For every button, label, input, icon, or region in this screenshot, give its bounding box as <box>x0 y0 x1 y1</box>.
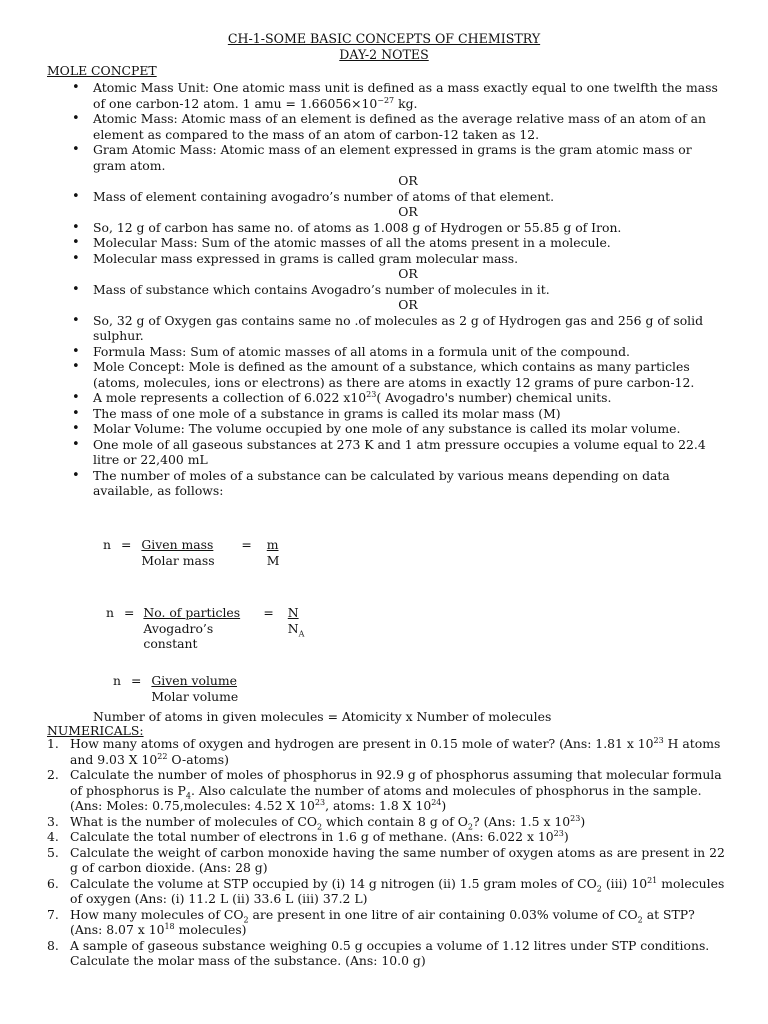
bullet-item: • So, 12 g of carbon has same no. of atoms as 1.008 g of Hydrogen or 55.85 g of Iron. <box>93 220 723 236</box>
formula-numerator: No. of particles <box>143 605 241 620</box>
formula-denominator: Avogadro’s constant <box>143 620 214 651</box>
formula-numerator: Given volume <box>151 673 237 688</box>
numerical-question <box>47 938 727 969</box>
formula-volume <box>113 673 238 704</box>
bullet-item: • Mass of element containing avogadro’s number of atoms of that element. <box>93 189 723 205</box>
formula-equals: = <box>120 537 132 552</box>
formula-given-mass <box>103 537 279 568</box>
question-number: 6. <box>47 875 59 891</box>
bullet-item: • Mass of substance which contains Avogadro’s number of molecules in it. <box>93 282 723 298</box>
bullet-item: • Molecular mass expressed in grams is called gram molecular mass. <box>93 251 723 267</box>
bullet-list <box>93 80 723 499</box>
formula-equals: = <box>130 673 142 688</box>
formula-numerator: N <box>287 605 299 620</box>
formula-lhs: n <box>113 673 121 688</box>
question-number: 8. <box>47 937 59 953</box>
formula-lhs: n <box>106 605 114 620</box>
numerical-question <box>47 845 727 876</box>
question-text: Calculate the number of moles of phosphorus in 92.9 g of phosphorus assuming that molecular formula of phosphorus is $P_4$. Also calculate the number of atoms and molecules of phosphorus in the sample. (Ans: Moles: 0.75,molecules: 4.52 X $10^{23}$, atoms: 1.8 X $10^{24}$) <box>70 767 722 813</box>
numerical-question <box>47 876 727 907</box>
formula-equals: = <box>241 537 252 552</box>
question-number: 7. <box>47 906 59 922</box>
bullet-item: • Atomic Mass: Atomic mass of an element is defined as the average relative mass of an atom of an element as compared to the mass of an atom of carbon-12 taken as 12. <box>93 111 723 142</box>
formula-denominator <box>288 621 305 637</box>
formula-denominator: M <box>266 552 280 568</box>
question-number: 2. <box>47 767 59 782</box>
or-separator: OR <box>398 297 418 312</box>
numerical-question <box>47 736 727 767</box>
or-separator: OR <box>398 173 418 188</box>
formula-equals: = <box>123 605 135 620</box>
question-number: 4. <box>47 829 59 844</box>
bullet-item: • A mole represents a collection of 6.022 $x10^{23}$( Avogadro's number) chemical units. <box>93 390 723 406</box>
bullet-item: • Gram Atomic Mass: Atomic mass of an element expressed in grams is the gram atomic mass or gram atom. <box>93 142 723 173</box>
bullet-item: • Mole Concept: Mole is defined as the amount of a substance, which contains as many particles (atoms, molecules, ions or electrons) as there are atoms in exactly 12 grams of pure carbon-12. <box>93 359 723 390</box>
question-number: 5. <box>47 844 59 860</box>
question-text: Calculate the weight of carbon monoxide having the same number of oxygen atoms as are present in 22 g of carbon dioxide. (Ans: 28 g) <box>70 844 725 875</box>
bullet-item: • The number of moles of a substance can be calculated by various means depending on data available, as follows: <box>93 468 723 499</box>
question-text: Calculate the total number of electrons in 1.6 g of methane. (Ans: 6.022 x $10^{23}$) <box>70 828 569 844</box>
bullet-item: • One mole of all gaseous substances at 273 K and 1 atm pressure occupies a volume equal to 22.4 litre or 22,400 mL <box>93 437 723 468</box>
bullet-item: • The mass of one mole of a substance in grams is called its molar mass (M) <box>93 406 723 422</box>
bullet-item: • Molar Volume: The volume occupied by one mole of any substance is called its molar volume. <box>93 421 723 437</box>
question-text: Calculate the volume at STP occupied by (i) 14 g nitrogen (ii) 1.5 gram moles of $CO_2$ (iii) $10^{21}$ molecules of oxygen (Ans: (i) 11.2 L (ii) 33.6 L (iii) 37.2 L) <box>70 875 725 906</box>
section-heading: MOLE CONCPET <box>47 63 157 78</box>
question-text: How many atoms of oxygen and hydrogen are present in 0.15 mole of water? (Ans: 1.81 x $10^{23}$ H atoms and 9.03 X $10^{22}$ O-atoms) <box>70 735 721 767</box>
question-text: A sample of gaseous substance weighing 0.5 g occupies a volume of 1.12 litres under STP conditions. Calculate the molar mass of the substance. (Ans: 10.0 g) <box>70 937 710 968</box>
bullet-item: • Formula Mass: Sum of atomic masses of all atoms in a formula unit of the compound. <box>93 344 723 360</box>
numerical-question <box>47 907 727 938</box>
bullet-item: • So, 32 g of Oxygen gas contains same no .of molecules as 2 g of Hydrogen gas and 256 g of solid sulphur. <box>93 313 723 344</box>
numerical-question <box>47 814 727 830</box>
formula-lhs: n <box>103 537 111 552</box>
document-subtitle: DAY-2 NOTES <box>339 47 429 62</box>
formula-denominator-subscript: A <box>298 628 305 638</box>
formula-particles <box>106 605 304 652</box>
atoms-formula-line: Number of atoms in given molecules = Atomicity x Number of molecules <box>93 709 552 724</box>
formula-denominator: Molar volume <box>151 688 239 704</box>
document-title: CH-1-SOME BASIC CONCEPTS OF CHEMISTRY <box>227 31 541 46</box>
question-text: What is the number of molecules of $CO_2$ which contain 8 g of $O_2$? (Ans: 1.5 x $10^{23}$) <box>70 813 586 831</box>
formula-numerator: m <box>266 537 279 552</box>
question-number: 1. <box>47 736 59 751</box>
formula-equals: = <box>263 605 274 620</box>
numericals-heading: NUMERICALS: <box>47 723 144 738</box>
numericals-list <box>47 736 727 969</box>
numerical-question <box>47 767 727 814</box>
question-text: How many molecules of $CO_2$ are present in one litre of air containing 0.03% volume of $CO_2$ at STP? (Ans: 8.07 x $10^{18}$ molecules) <box>70 906 695 937</box>
formula-numerator: Given mass <box>141 537 214 552</box>
bullet-item: • Atomic Mass Unit: One atomic mass unit is defined as a mass exactly equal to one twelfth the mass of one carbon-12 atom. 1 amu = $1.66056\times 10^{-27}$ kg. <box>93 80 723 111</box>
bullet-item: • Molecular Mass: Sum of the atomic masses of all the atoms present in a molecule. <box>93 235 723 251</box>
or-separator: OR <box>398 266 418 281</box>
formula-denominator-base: N <box>287 620 299 636</box>
formula-denominator: Molar mass <box>141 552 215 568</box>
numerical-question <box>47 829 727 845</box>
question-number: 3. <box>47 813 59 829</box>
or-separator: OR <box>398 204 418 219</box>
